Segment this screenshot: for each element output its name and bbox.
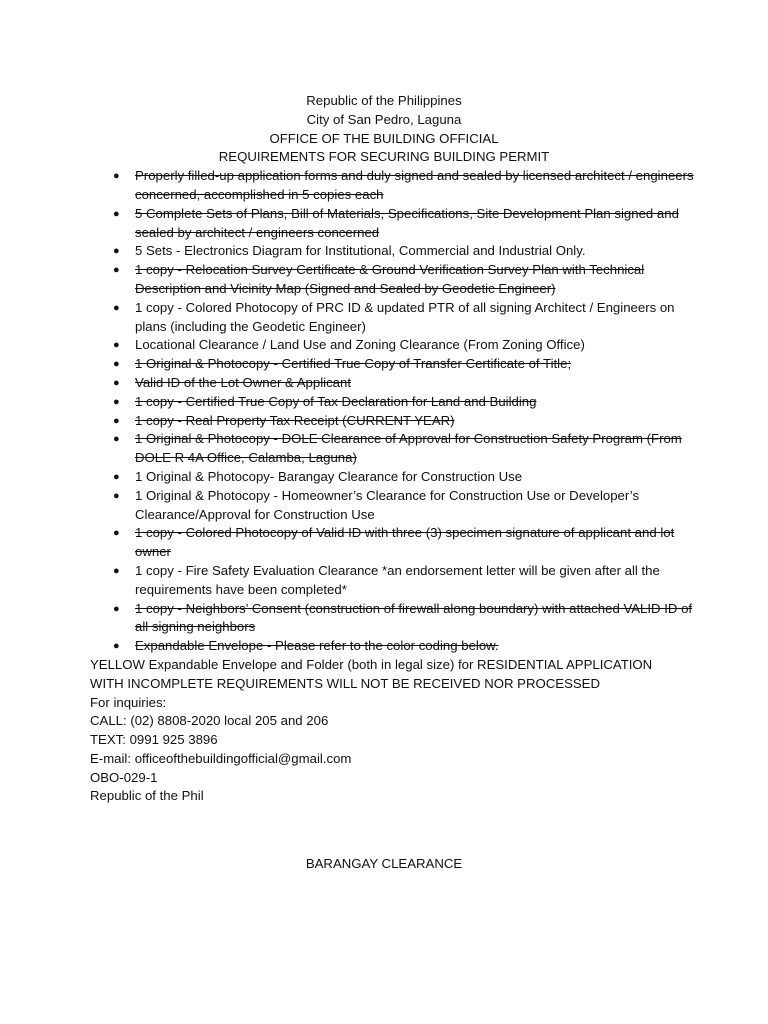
requirement-item <box>0 336 768 355</box>
requirement-item <box>0 430 768 468</box>
next-section-title: BARANGAY CLEARANCE <box>305 856 463 872</box>
requirement-text: 1 copy - Colored Photocopy of PRC ID & updated PTR of all signing Architect / Engineers on plans (including the Geodetic Engineer) <box>135 299 675 334</box>
document-header <box>0 92 768 167</box>
requirement-item <box>0 637 768 656</box>
bullet-icon: ● <box>113 489 120 502</box>
bullet-icon: ● <box>113 301 120 314</box>
form-code: OBO-029-1 <box>90 769 158 785</box>
requirement-item <box>0 393 768 412</box>
requirement-item <box>0 374 768 393</box>
requirement-item <box>0 261 768 299</box>
requirement-item <box>0 242 768 261</box>
requirement-item <box>0 562 768 600</box>
inquiries-label: For inquiries: <box>90 694 167 710</box>
inquiries-text: TEXT: 0991 925 3896 <box>90 732 218 748</box>
spacer <box>0 806 768 855</box>
bullet-icon: ● <box>113 245 120 258</box>
inquiries-call: CALL: (02) 8808-2020 local 205 and 206 <box>90 713 329 729</box>
requirement-item <box>0 524 768 562</box>
requirement-text: 1 copy - Relocation Survey Certificate & Ground Verification Survey Plan with Technical Description and Vicinity Map (Signed and Sealed by Geodetic Engineer) <box>135 262 645 296</box>
inquiries-email: E-mail: officeofthebuildingofficial@gmail.com <box>90 750 352 766</box>
notice-text: YELLOW Expandable Envelope and Folder (both in legal size) for RESIDENTIAL APPLICATION WITH INCOMPLETE REQUIREMENTS WILL NOT BE RECEIVED NOR PROCESSED <box>90 656 653 691</box>
requirement-text: 1 copy - Neighbors’ Consent (construction of firewall along boundary) with attached VALID ID of all signing neighbors <box>135 600 693 635</box>
bullet-icon: ● <box>113 414 120 427</box>
requirement-item <box>0 487 768 525</box>
requirement-text: Valid ID of the Lot Owner & Applicant <box>135 374 352 390</box>
bullet-icon: ● <box>113 564 120 577</box>
requirement-text: Properly filled-up application forms and duly signed and sealed by licensed architect / engineers concerned, accomplished in 5 copies each <box>135 168 694 202</box>
header-city: City of San Pedro, Laguna <box>306 111 462 127</box>
requirement-text: 5 Complete Sets of Plans, Bill of Materials, Specifications, Site Development Plan signed and sealed by architect / engineers concerned <box>135 205 679 240</box>
requirement-text: 1 Original & Photocopy - Homeowner’s Clearance for Construction Use or Developer’s Clearance/Approval for Construction Use <box>135 487 640 522</box>
requirement-item <box>0 412 768 431</box>
requirement-text: 1 copy - Colored Photocopy of Valid ID with three (3) specimen signature of applicant and lot owner <box>135 525 675 560</box>
document-page <box>0 92 768 874</box>
bullet-icon: ● <box>113 433 120 446</box>
requirement-item <box>0 299 768 337</box>
bullet-icon: ● <box>113 358 120 371</box>
bullet-icon: ● <box>113 207 120 220</box>
bullet-icon: ● <box>113 527 120 540</box>
requirement-text: 1 Original & Photocopy - DOLE Clearance of Approval for Construction Safety Program (From DOLE R 4A Office, Calamba, Laguna) <box>135 431 682 466</box>
bullet-icon: ● <box>113 602 120 615</box>
bullet-icon: ● <box>113 376 120 389</box>
requirement-item <box>0 205 768 243</box>
header-office: OFFICE OF THE BUILDING OFFICIAL <box>269 130 499 146</box>
truncated-text: Republic of the Phil <box>90 788 204 804</box>
requirement-text: 1 copy - Certified True Copy of Tax Declaration for Land and Building <box>135 393 537 409</box>
header-title: REQUIREMENTS FOR SECURING BUILDING PERMIT <box>218 149 550 165</box>
document-footer <box>0 656 768 806</box>
requirement-item <box>0 355 768 374</box>
requirement-text: 1 Original & Photocopy- Barangay Clearance for Construction Use <box>135 468 523 484</box>
requirement-item <box>0 167 768 205</box>
requirement-item <box>0 600 768 638</box>
bullet-icon: ● <box>113 264 120 277</box>
bullet-icon: ● <box>113 170 120 183</box>
header-republic: Republic of the Philippines <box>306 93 462 108</box>
requirement-text: 1 copy - Fire Safety Evaluation Clearance *an endorsement letter will be given after all the requirements have been completed* <box>135 562 660 597</box>
requirement-text: 5 Sets - Electronics Diagram for Institutional, Commercial and Industrial Only. <box>135 243 586 259</box>
bullet-icon: ● <box>113 339 120 352</box>
bullet-icon: ● <box>113 470 120 483</box>
requirement-text: 1 Original & Photocopy - Certified True Copy of Transfer Certificate of Title; <box>135 356 572 372</box>
bullet-icon: ● <box>113 395 120 408</box>
requirement-text: Expandable Envelope - Please refer to the color coding below. <box>135 638 499 654</box>
requirement-item <box>0 468 768 487</box>
bullet-icon: ● <box>113 640 120 653</box>
requirements-list <box>0 167 768 656</box>
requirement-text: 1 copy - Real Property Tax Receipt (CURRENT YEAR) <box>135 412 455 428</box>
requirement-text: Locational Clearance / Land Use and Zoning Clearance (From Zoning Office) <box>135 337 585 353</box>
